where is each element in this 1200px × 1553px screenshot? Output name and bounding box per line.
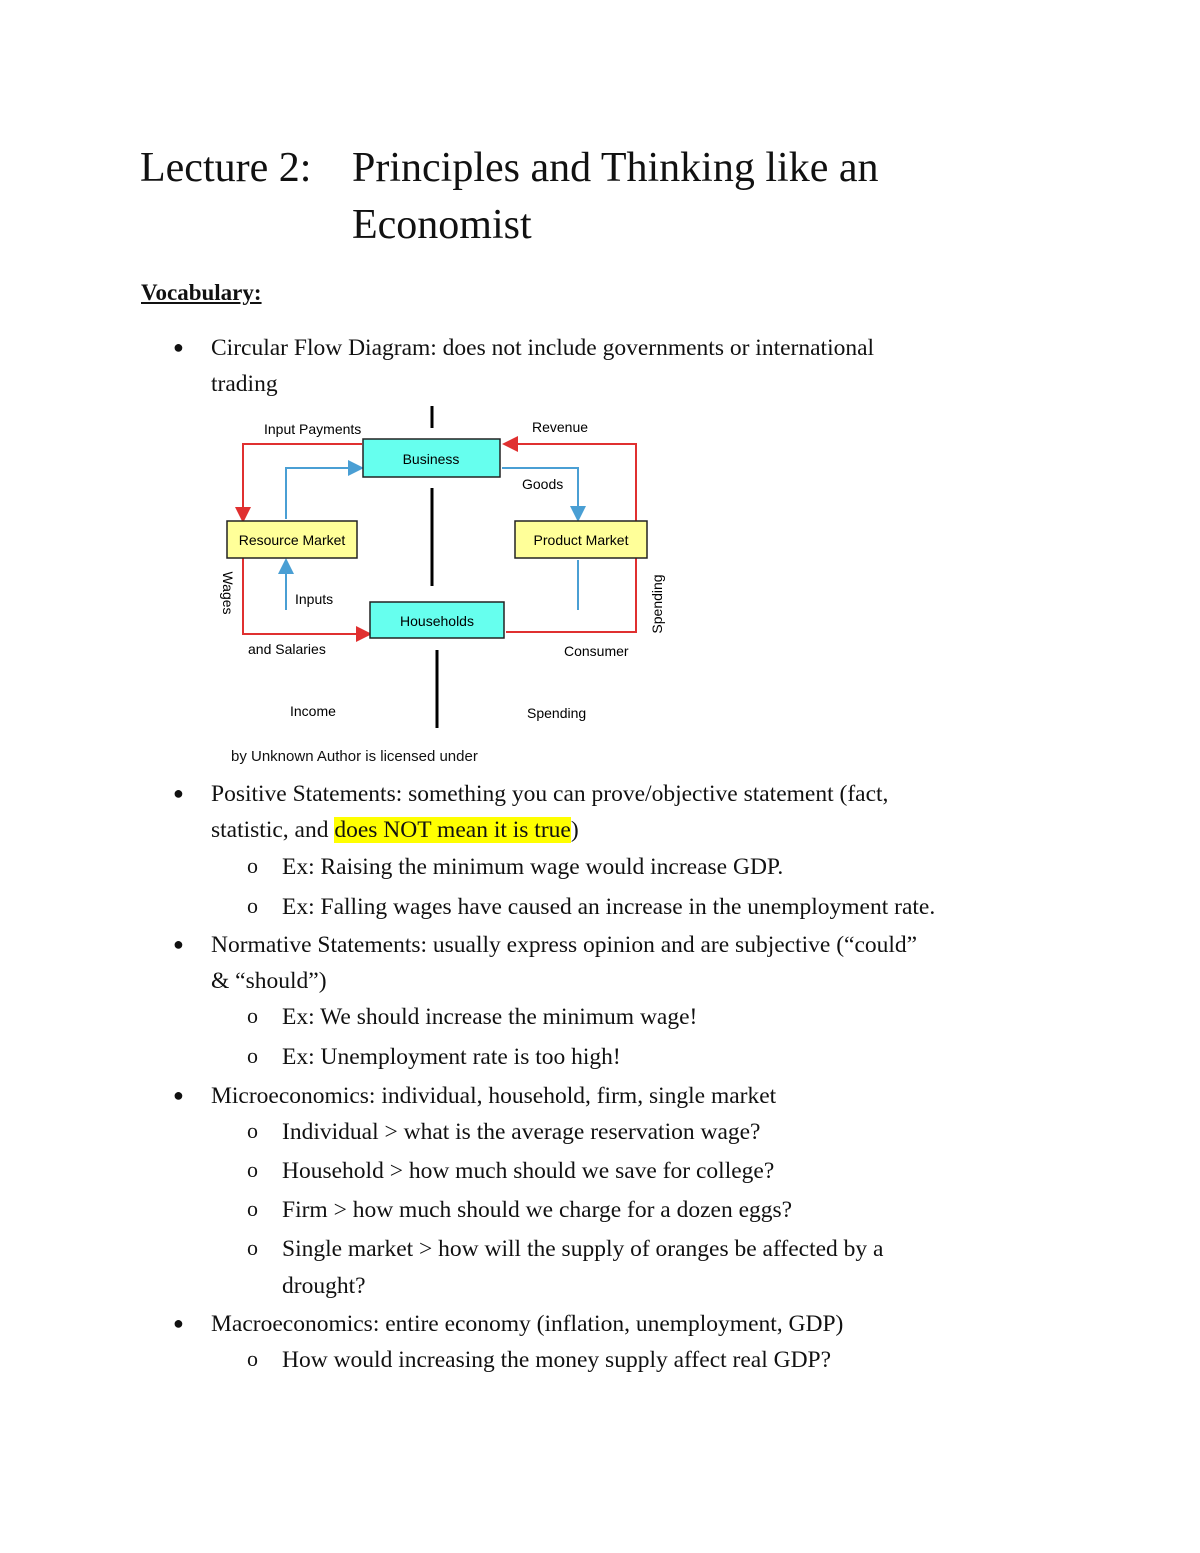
micro-example-3: Firm > how much should we charge for a dozen eggs?	[282, 1197, 793, 1223]
micro-line-1: Microeconomics: individual, household, firm, single market	[211, 1083, 777, 1109]
positive-line-2-end: )	[570, 817, 579, 843]
positive-line-2-text: statistic, and	[211, 817, 335, 843]
sub-bullet-icon: o	[247, 1157, 258, 1182]
bullet-icon: ●	[173, 1085, 184, 1105]
normative-line-1: Normative Statements: usually express opinion and are subjective (“could”	[211, 932, 918, 958]
micro-example-4: Single market > how will the supply of oranges be affected by a	[282, 1236, 884, 1262]
bullet-icon: ●	[173, 1313, 184, 1333]
macro-example-1: How would increasing the money supply affect real GDP?	[282, 1347, 832, 1373]
resource-market-box	[227, 521, 357, 558]
resource-market-label: Resource Market	[238, 532, 346, 548]
input-payments-label: Input Payments	[264, 421, 362, 437]
bullet-icon: ●	[173, 783, 184, 803]
sub-bullet-icon: o	[247, 853, 258, 878]
highlighted-phrase: does NOT mean it is true	[334, 817, 571, 843]
lecture-number: Lecture 2:	[140, 145, 312, 191]
bullet-icon: ●	[173, 934, 184, 954]
sub-bullet-icon: o	[247, 1003, 258, 1028]
households-label: Households	[400, 613, 474, 629]
inputs-label: Inputs	[295, 591, 334, 607]
macro-line-1: Macroeconomics: entire economy (inflation, unemployment, GDP)	[211, 1311, 844, 1337]
image-credit: by Unknown Author is licensed under	[231, 748, 478, 765]
product-market-label: Product Market	[533, 532, 629, 548]
income-label: Income	[290, 703, 336, 719]
positive-line-2	[211, 815, 579, 845]
page-title-line-1: Principles and Thinking like an	[352, 145, 879, 191]
sub-bullet-icon: o	[247, 1235, 258, 1260]
micro-example-2: Household > how much should we save for college?	[282, 1158, 775, 1184]
positive-line-1: Positive Statements: something you can prove/objective statement (fact,	[211, 781, 889, 807]
positive-example-1: Ex: Raising the minimum wage would increase GDP.	[282, 854, 784, 880]
bullet-icon: ●	[173, 337, 184, 357]
micro-example-4-cont: drought?	[282, 1273, 366, 1299]
positive-example-2: Ex: Falling wages have caused an increase in the unemployment rate.	[282, 894, 936, 920]
business-box	[363, 439, 500, 477]
consumer-label: Consumer	[564, 643, 629, 659]
section-heading: Vocabulary:	[141, 280, 262, 305]
wages-label: Wages	[220, 571, 236, 615]
sub-bullet-icon: o	[247, 893, 258, 918]
input-payments-arrow	[243, 444, 362, 519]
sub-bullet-icon: o	[247, 1196, 258, 1221]
circular-flow-line-2: trading	[211, 371, 278, 397]
and-salaries-label: and Salaries	[248, 641, 326, 657]
page-title-line-2: Economist	[352, 202, 532, 248]
micro-example-1: Individual > what is the average reservation wage?	[282, 1119, 761, 1145]
normative-example-2: Ex: Unemployment rate is too high!	[282, 1044, 621, 1070]
sub-bullet-icon: o	[247, 1043, 258, 1068]
households-box	[370, 602, 504, 638]
spending-vertical-label: Spending	[649, 574, 665, 634]
circular-flow-diagram	[200, 400, 680, 740]
sub-bullet-icon: o	[247, 1346, 258, 1371]
spending-label: Spending	[527, 705, 587, 721]
circular-flow-line-1: Circular Flow Diagram: does not include governments or international	[211, 335, 875, 361]
product-market-box	[515, 521, 647, 558]
resource-flow-arrow	[286, 468, 360, 519]
sub-bullet-icon: o	[247, 1118, 258, 1143]
normative-example-1: Ex: We should increase the minimum wage!	[282, 1004, 698, 1030]
revenue-label: Revenue	[532, 419, 589, 435]
normative-line-2: & “should”)	[211, 968, 327, 994]
goods-label: Goods	[522, 476, 564, 492]
business-label: Business	[402, 451, 460, 467]
